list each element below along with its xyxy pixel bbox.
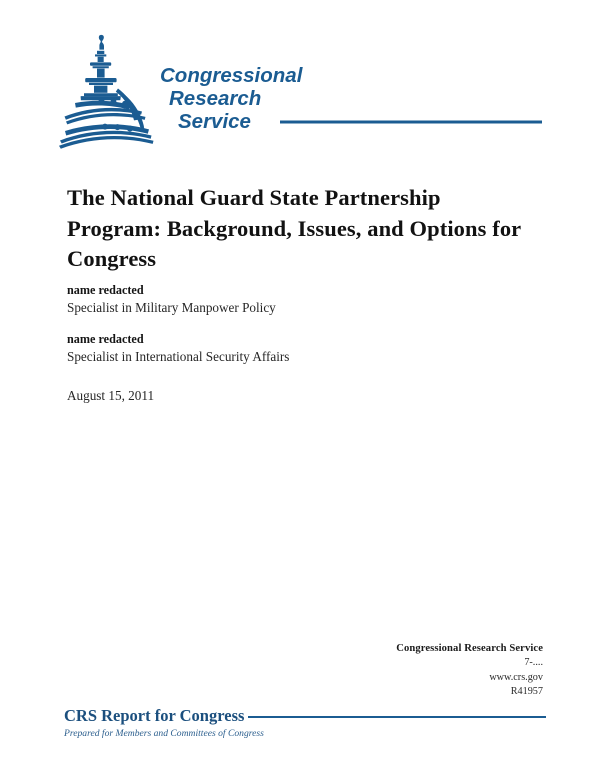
capitol-dome-icon (59, 35, 154, 149)
wordmark-line-1: Congressional (160, 64, 303, 87)
author-name: name redacted (67, 283, 144, 297)
author-list (67, 282, 487, 380)
crs-report-banner (64, 706, 546, 740)
title-line-3: Congress (67, 246, 157, 272)
page-title (67, 183, 537, 275)
banner-row (64, 706, 546, 725)
publication-info (283, 641, 543, 700)
author-entry (67, 282, 487, 317)
title-line-1: The National Guard State Partnership (67, 185, 441, 211)
crs-logo (56, 32, 546, 150)
crs-masthead (56, 32, 546, 150)
wordmark-line-3: Service (178, 110, 251, 133)
publication-date: August 15, 2011 (67, 388, 155, 403)
pub-organization: Congressional Research Service (396, 643, 543, 654)
banner-subtitle: Prepared for Members and Committees of Congress (64, 728, 264, 739)
author-role: Specialist in Military Manpower Policy (67, 300, 276, 315)
author-name: name redacted (67, 332, 144, 346)
pub-phone: 7-.... (524, 657, 543, 668)
author-entry (67, 331, 487, 366)
pub-website: www.crs.gov (489, 671, 543, 683)
banner-title: CRS Report for Congress (64, 706, 245, 725)
pub-report-number: R41957 (510, 686, 543, 697)
banner-rule (248, 716, 546, 719)
wordmark-line-2: Research (169, 87, 262, 110)
masthead-rule (280, 121, 542, 124)
author-role: Specialist in International Security Affairs (67, 349, 290, 364)
title-line-2: Program: Background, Issues, and Options for (67, 215, 522, 241)
